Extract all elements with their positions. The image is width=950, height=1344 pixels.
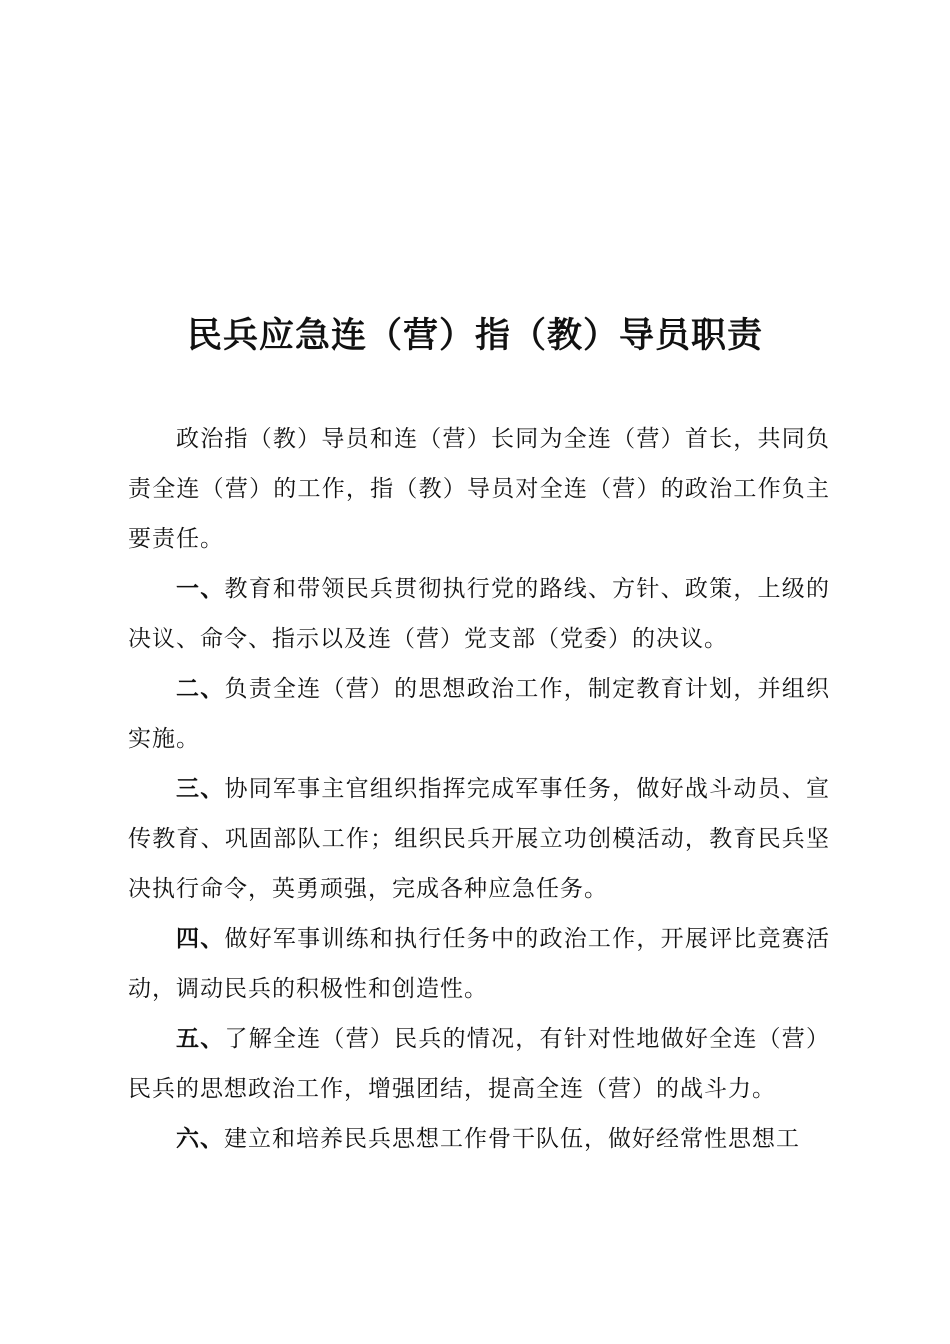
duty-item-4 <box>128 914 830 1014</box>
duty-number: 一、 <box>176 575 225 602</box>
duty-number: 六、 <box>176 1125 224 1152</box>
duty-item-1 <box>128 564 830 664</box>
duty-number: 四、 <box>176 925 225 952</box>
duty-text: 建立和培养民兵思想工作骨干队伍，做好经常性思想工 <box>224 1126 800 1152</box>
duty-text: 负责全连（营）的思想政治工作，制定教育计划，并组织实施。 <box>128 676 831 752</box>
duty-text: 教育和带领民兵贯彻执行党的路线、方针、政策，上级的决议、命令、指示以及连（营）党支部（党委）的决议。 <box>128 576 831 652</box>
duty-item-3 <box>128 764 830 914</box>
duty-number: 三、 <box>176 775 225 802</box>
duty-item-6 <box>128 1114 830 1164</box>
document-title: 民兵应急连（营）指（教）导员职责 <box>186 315 763 356</box>
document-body <box>128 414 830 1164</box>
duty-number: 五、 <box>176 1025 225 1052</box>
duty-text: 了解全连（营）民兵的情况，有针对性地做好全连（营）民兵的思想政治工作，增强团结，提高全连（营）的战斗力。 <box>128 1026 831 1102</box>
duty-item-2 <box>128 664 830 764</box>
duty-item-5 <box>128 1014 830 1114</box>
intro-paragraph: 政治指（教）导员和连（营）长同为全连（营）首长，共同负责全连（营）的工作，指（教）导员对全连（营）的政治工作负主要责任。 <box>128 426 830 552</box>
duty-number: 二、 <box>176 675 225 702</box>
duty-text: 做好军事训练和执行任务中的政治工作，开展评比竞赛活动，调动民兵的积极性和创造性。 <box>128 926 831 1002</box>
duty-text: 协同军事主官组织指挥完成军事任务，做好战斗动员、宣传教育、巩固部队工作；组织民兵开展立功创模活动，教育民兵坚决执行命令，英勇顽强，完成各种应急任务。 <box>128 776 831 902</box>
